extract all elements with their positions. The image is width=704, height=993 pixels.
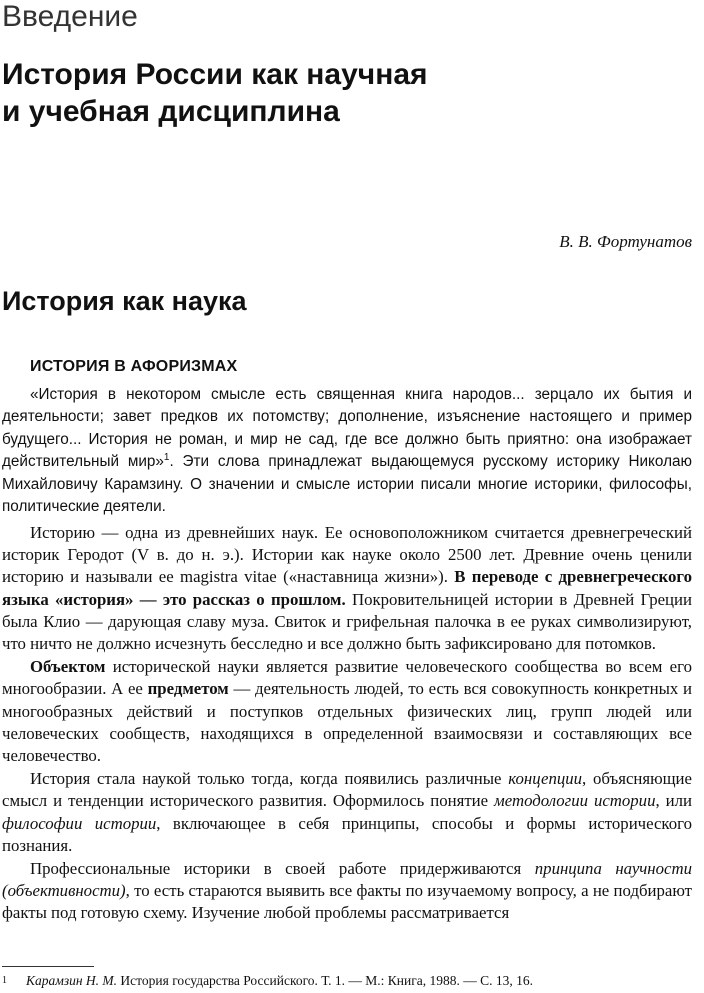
epigraph-quote: «История в некотором смысле есть священная книга народов... зерцало их бытия и деятельности; завет предков их потомству; дополнение, изъяснение настоящего и пример будущего... История не роман, и мир не сад, где все должно быть приятно: она изображает действительный мир» <box>2 386 692 471</box>
paragraph-text: Историю — одна из древнейших наук. Ее основоположником считается древнегреческий историк Геродот (V в. до н. э.). Истории как науке около 2500 лет. Древние очень ценили историю и называли ее magistra vitae («наставница жизни»). <box>2 523 692 587</box>
bold-term-subject: предметом <box>147 679 229 699</box>
paragraph-text: , включающее в себя принципы, способы и формы исторического познания. <box>2 813 692 855</box>
italic-term: принципа научности (объективности) <box>2 859 692 901</box>
paragraph-1 <box>2 522 692 655</box>
bold-definition: В переводе с древнегреческого языка «история» — это рассказ о прошлом. <box>2 567 692 609</box>
bold-term-object: Объектом <box>30 657 106 677</box>
italic-term: философии истории <box>2 813 157 833</box>
italic-term: методологии истории <box>494 791 656 811</box>
paragraph-text: исторической науки является развитие человеческого сообщества во всем его многообразии. А ее <box>2 657 692 699</box>
chapter-title <box>2 56 692 130</box>
chapter-title-line2: и учебная дисциплина <box>2 95 340 128</box>
footnote <box>2 972 692 989</box>
footnote-reference[interactable]: 1 <box>163 452 170 464</box>
body-text <box>2 522 692 925</box>
paragraph-text: , объясняющие смысл и тенденции исторического развития. Оформилось понятие <box>2 769 692 811</box>
paragraph-4 <box>2 858 692 925</box>
paragraph-text: Покровительницей истории в Древней Греции была Клио — дарующая славу муза. Свиток и грифельная палочка в ее руках символизируют, что ничто не должно исчезнуть бесследно и все должно быть зафиксировано для потомков. <box>2 589 692 654</box>
paragraph-text: , то есть стараются выявить все факты по изучаемому вопросу, а не подбирают факты под готовую схему. Изучение любой проблемы рассматривается <box>2 881 692 923</box>
chapter-title-line1: История России как научная <box>2 58 428 91</box>
paragraph-text: — деятельность людей, то есть вся совокупность конкретных и многообразных действий и поступков отдельных физических лиц, групп людей или человеческих сообществ, находящихся в определенной взаимосвязи и составляющих все человечество. <box>2 679 692 766</box>
chapter-label: Введение <box>2 0 138 33</box>
footnote-author: Карамзин Н. М. <box>26 973 118 988</box>
author-name: В. В. Фортунатов <box>559 232 692 251</box>
footnote-divider <box>2 966 94 967</box>
footnote-text: История государства Российского. Т. 1. — М.: Книга, 1988. — С. 13, 16. <box>117 973 534 988</box>
epigraph-attribution: . Эти слова принадлежат выдающемуся русскому историку Николаю Михайловичу Карамзину. О значении и смысле истории писали многие историки, философы, политические деятели. <box>2 453 692 516</box>
paragraph-2 <box>2 656 692 767</box>
paragraph-text: История стала наукой только тогда, когда появились различные <box>30 769 509 789</box>
paragraph-3 <box>2 768 692 857</box>
section-title: История как наука <box>2 286 247 316</box>
paragraph-text: , или <box>655 791 692 811</box>
italic-term: концепции <box>508 769 583 789</box>
footnote-mark: 1 <box>2 975 7 986</box>
subsection-title: ИСТОРИЯ В АФОРИЗМАХ <box>30 358 238 375</box>
paragraph-text: Профессиональные историки в своей работе придерживаются <box>30 859 535 879</box>
epigraph-paragraph <box>2 384 692 518</box>
